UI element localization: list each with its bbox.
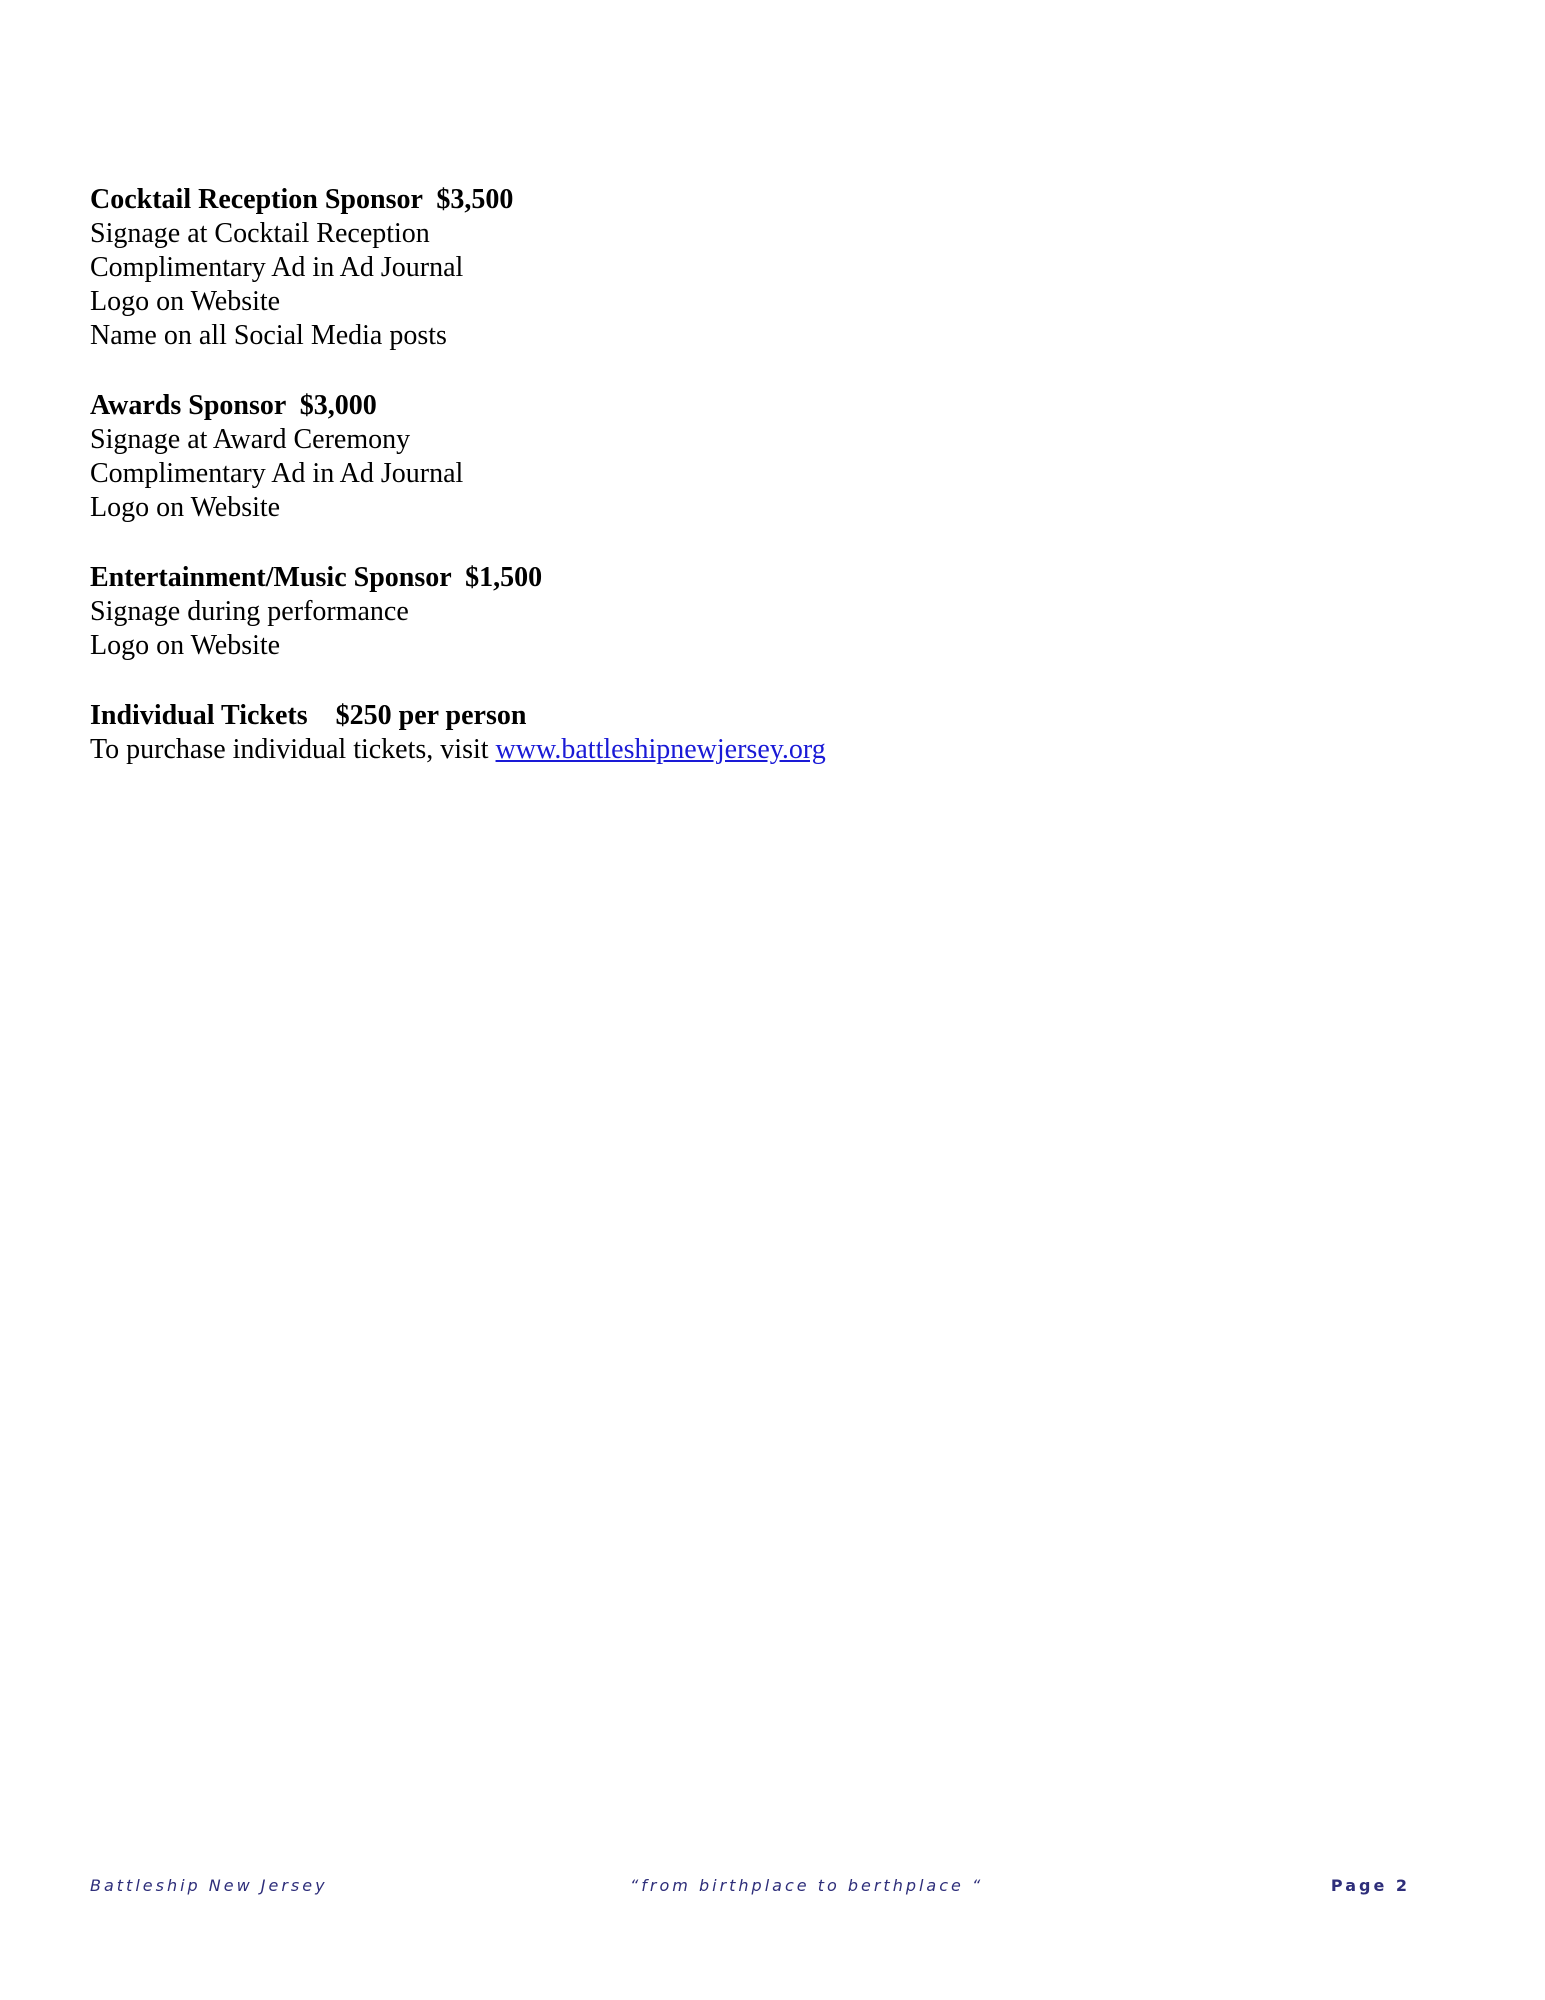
website-link[interactable]: www.battleshipnewjersey.org <box>495 734 826 765</box>
footer-tagline: “from birthplace to berthplace “ <box>630 1876 984 1895</box>
section-title: Awards Sponsor $3,000 <box>90 390 377 421</box>
benefit-item: Logo on Website <box>90 630 281 661</box>
page-footer <box>90 1876 1410 1900</box>
benefit-item: Complimentary Ad in Ad Journal <box>90 458 464 489</box>
ticket-purchase-text <box>90 733 1390 767</box>
benefit-item: Logo on Website <box>90 286 281 317</box>
ticket-purchase-prefix: To purchase individual tickets, visit <box>90 734 496 765</box>
section-entertainment-music <box>90 561 1390 663</box>
benefit-item: Signage at Cocktail Reception <box>90 218 430 249</box>
benefit-item: Name on all Social Media posts <box>90 320 447 351</box>
benefit-item: Complimentary Ad in Ad Journal <box>90 252 464 283</box>
section-cocktail-reception <box>90 183 1390 353</box>
section-title: Cocktail Reception Sponsor $3,500 <box>90 184 514 215</box>
footer-organization: Battleship New Jersey <box>90 1876 328 1895</box>
footer-page-number: Page 2 <box>1330 1876 1410 1895</box>
section-awards <box>90 389 1390 525</box>
benefit-item: Logo on Website <box>90 492 281 523</box>
section-title: Individual Tickets $250 per person <box>90 700 527 731</box>
benefit-item: Signage during performance <box>90 596 409 627</box>
sponsorship-content <box>90 183 1390 803</box>
benefit-item: Signage at Award Ceremony <box>90 424 411 455</box>
section-individual-tickets <box>90 699 1390 767</box>
section-title: Entertainment/Music Sponsor $1,500 <box>90 562 543 593</box>
